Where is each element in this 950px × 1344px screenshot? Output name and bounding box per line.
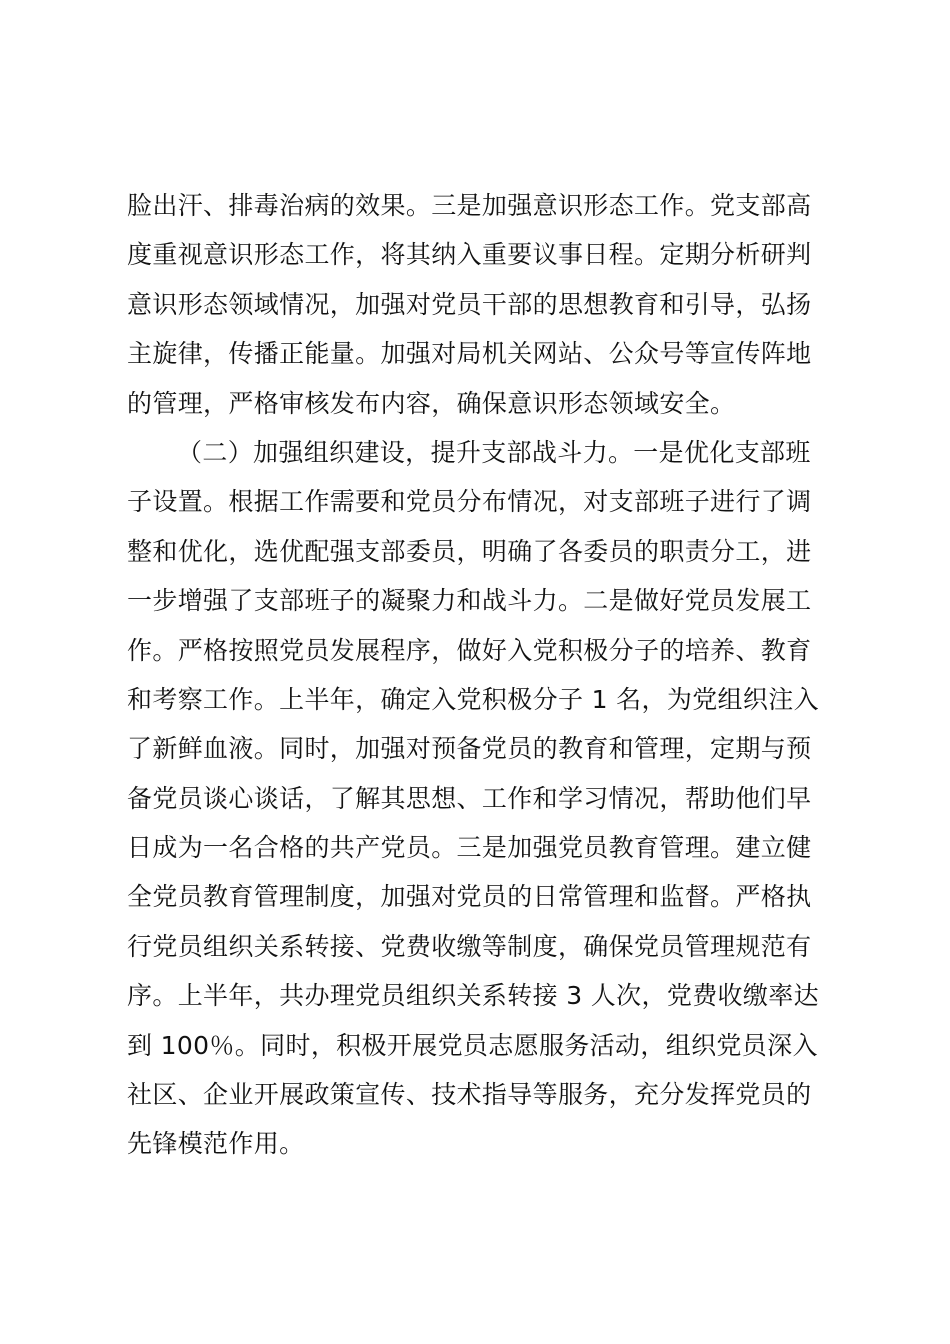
section-heading-line: （二）加强组织建设，提升支部战斗力。一是优化支部班: [177, 437, 811, 467]
text-line: 作。严格按照党员发展程序，做好入党积极分子的培养、教育: [127, 635, 812, 665]
text-line: 全党员教育管理制度，加强对党员的日常管理和监督。严格执: [127, 882, 812, 912]
text-line: 主旋律，传播正能量。加强对局机关网站、公众号等宣传阵地: [127, 339, 812, 369]
text-line: 意识形态领域情况，加强对党员干部的思想教育和引导，弘扬: [127, 289, 812, 319]
text-line: 社区、企业开展政策宣传、技术指导等服务，充分发挥党员的: [127, 1080, 812, 1110]
text-line: 日成为一名合格的共产党员。三是加强党员教育管理。建立健: [127, 833, 812, 863]
text-line: 到 100％。同时，积极开展党员志愿服务活动，组织党员深入: [127, 1030, 818, 1060]
text-line: 度重视意识形态工作，将其纳入重要议事日程。定期分析研判: [127, 240, 812, 270]
body-text: [127, 181, 837, 1169]
text-line: 整和优化，选优配强支部委员，明确了各委员的职责分工，进: [127, 536, 812, 566]
text-line: 和考察工作。上半年，确定入党积极分子 1 名，为党组织注入: [127, 684, 819, 714]
text-line: 脸出汗、排毒治病的效果。三是加强意识形态工作。党支部高: [127, 191, 812, 220]
text-line: 子设置。根据工作需要和党员分布情况，对支部班子进行了调: [127, 487, 812, 517]
text-line: 先锋模范作用。: [127, 1129, 305, 1159]
text-line: 备党员谈心谈话，了解其思想、工作和学习情况，帮助他们早: [127, 783, 812, 813]
text-line: 一步增强了支部班子的凝聚力和战斗力。二是做好党员发展工: [127, 586, 812, 616]
text-line: 的管理，严格审核发布内容，确保意识形态领域安全。: [127, 388, 736, 418]
text-line: 行党员组织关系转接、党费收缴等制度，确保党员管理规范有: [127, 931, 812, 961]
text-line: 了新鲜血液。同时，加强对预备党员的教育和管理，定期与预: [127, 734, 812, 764]
text-line: 序。上半年，共办理党员组织关系转接 3 人次，党费收缴率达: [127, 981, 819, 1011]
